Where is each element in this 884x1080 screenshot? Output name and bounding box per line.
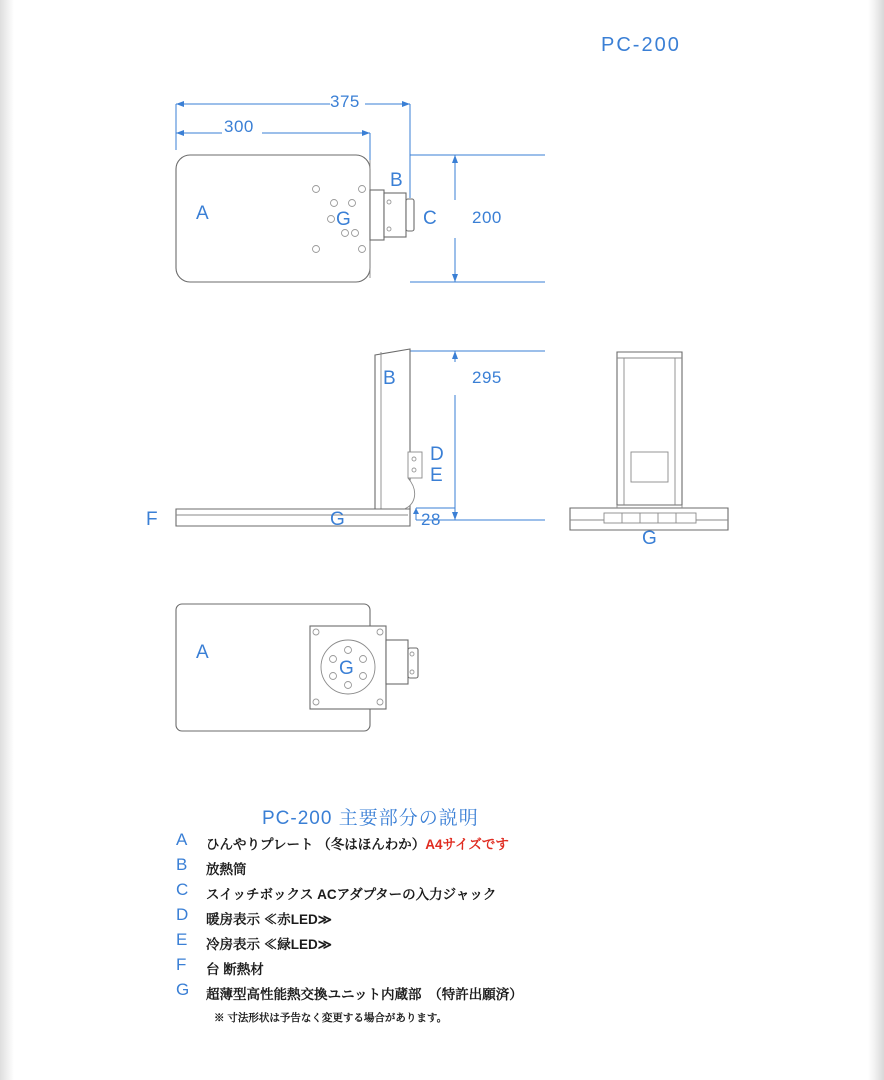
legend-key-d: D (176, 905, 189, 924)
label-side-g: G (330, 509, 345, 530)
legend-text-c: スイッチボックス ACアダプターの入力ジャック (206, 887, 497, 902)
label-top-c: C (423, 208, 437, 229)
label-side-d: D (430, 444, 444, 465)
label-side-e: E (430, 465, 443, 486)
label-top-g: G (336, 209, 351, 230)
legend-text-g: 超薄型高性能熱交換ユニット内蔵部 （特許出願済） (206, 987, 523, 1002)
label-top-a: A (196, 203, 209, 224)
dimension-28: 28 (421, 510, 441, 529)
legend-note: ※ 寸法形状は予告なく変更する場合があります。 (214, 1012, 448, 1024)
label-side-b: B (383, 368, 396, 389)
legend-text-d: 暖房表示 ≪赤LED≫ (206, 912, 332, 927)
legend-text-b: 放熱筒 (206, 862, 247, 877)
legend-title: PC-200 主要部分の説明 (262, 808, 479, 829)
legend-text-e: 冷房表示 ≪緑LED≫ (206, 937, 332, 952)
page-title: PC-200 (601, 34, 681, 56)
legend-key-b: B (176, 855, 188, 874)
legend-key-c: C (176, 880, 189, 899)
dimension-300: 300 (224, 117, 254, 136)
legend-key-e: E (176, 930, 188, 949)
dimension-295: 295 (472, 368, 502, 387)
label-bottom-g: G (339, 658, 354, 679)
dimension-375: 375 (330, 92, 360, 111)
legend-text-f: 台 断熱材 (206, 962, 264, 977)
label-top-b: B (390, 170, 403, 191)
legend-highlight-a: A4サイズです (425, 837, 509, 852)
label-side-f: F (146, 509, 158, 530)
legend-key-a: A (176, 830, 188, 849)
legend-text-a: ひんやりプレート （冬はほんわか）A4サイズです (206, 837, 509, 852)
label-front-g: G (642, 528, 657, 549)
legend-key-f: F (176, 955, 187, 974)
label-bottom-a: A (196, 642, 209, 663)
legend-key-g: G (176, 980, 190, 999)
dimension-200: 200 (472, 208, 502, 227)
